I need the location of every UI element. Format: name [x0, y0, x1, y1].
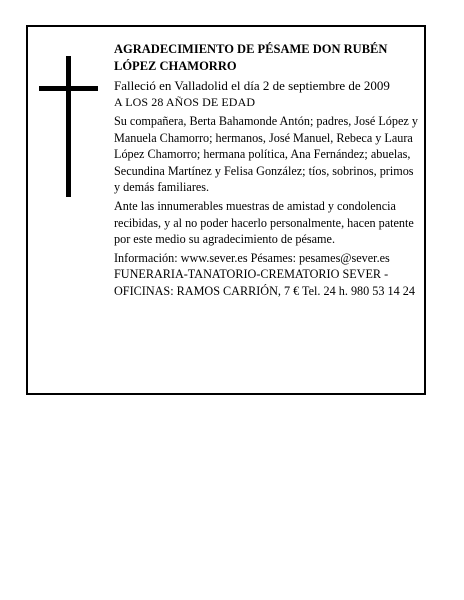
family-list: Su compañera, Berta Bahamonde Antón; padres, José López y Manuela Chamorro; hermanos, José Manuel, Rebeca y Laura López Chamorro; hermana política, Ana Fernández; abuelas, Secundina Martínez y Felisa González; tíos, sobrinos, primos y demás familiares. — [114, 114, 418, 195]
funeral-home-info: FUNERARIA-TANATORIO-CREMATORIO SEVER - OFICINAS: RAMOS CARRIÓN, 7 € Tel. 24 h. 980 53 14 24 — [114, 267, 415, 299]
obituary-notice — [26, 25, 426, 395]
cross-icon — [66, 56, 71, 197]
notice-text — [114, 41, 418, 300]
death-info: Falleció en Valladolid el día 2 de septiembre de 2009 — [114, 78, 390, 93]
contact-info: Información: www.sever.es Pésames: pesames@sever.es — [114, 250, 390, 265]
gratitude-text: Ante las innumerables muestras de amistad y condolencia recibidas, y al no poder hacerlo personalmente, hacen patente por este medio su agradecimiento de pésame. — [114, 198, 414, 247]
age-info: A LOS 28 AÑOS DE EDAD — [114, 95, 256, 109]
notice-title: AGRADECIMIENTO DE PÉSAME DON RUBÉN LÓPEZ CHAMORRO — [114, 42, 388, 73]
cross-icon-bar — [39, 86, 98, 91]
